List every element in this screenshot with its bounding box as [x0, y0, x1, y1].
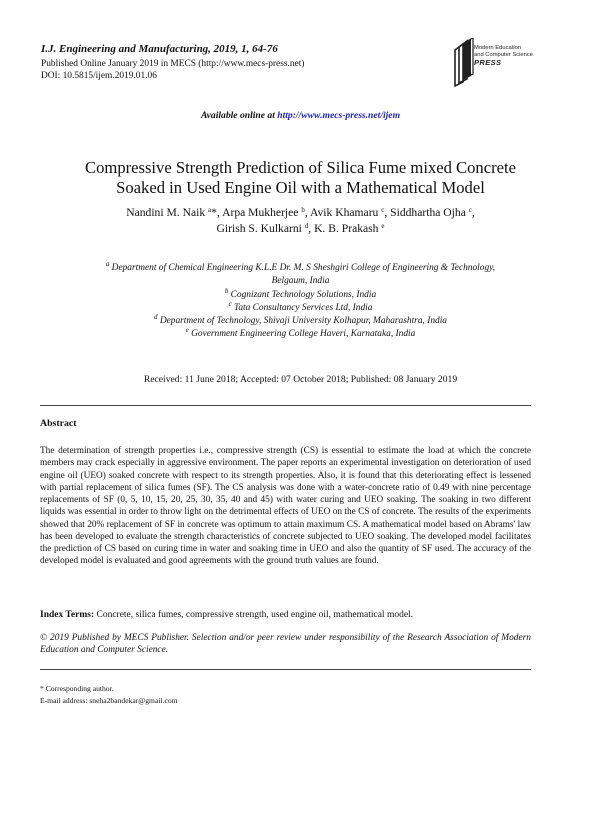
paper-title-line-2: Soaked in Used Engine Oil with a Mathematical Model: [116, 178, 485, 197]
author-sup: c: [468, 206, 472, 214]
published-line: Published Online January 2019 in MECS (http://www.mecs-press.net): [41, 59, 305, 69]
availability-line: [0, 110, 601, 121]
affiliation-text: Tata Consultancy Services Ltd, India: [234, 302, 373, 313]
author-name: Arpa Mukherjee: [222, 206, 299, 219]
doi-line: DOI: 10.5815/ijem.2019.01.06: [41, 71, 157, 81]
affiliation-text: Department of Technology, Shivaji University Kolhapur, Maharashtra, India: [159, 316, 447, 327]
author-separator: ,: [384, 206, 391, 219]
journal-title: I.J. Engineering and Manufacturing, 2019, 1, 64-76: [41, 43, 278, 55]
logo-line-1: Modern Education: [474, 45, 522, 51]
abstract-heading: Abstract: [40, 418, 77, 429]
affiliations: [40, 262, 561, 342]
logo-line-2: and Computer Science: [474, 51, 533, 58]
author-sup: d: [304, 221, 309, 230]
publisher-logo: [452, 36, 560, 92]
journal-url-link[interactable]: http://www.mecs-press.net/ijem: [277, 110, 401, 121]
author-separator: ,: [308, 221, 315, 235]
affiliation-c: [40, 299, 561, 315]
books-icon: [452, 38, 476, 88]
logo-brand: PRESS: [474, 58, 502, 67]
author-sup: e: [381, 221, 385, 230]
divider-bottom: [40, 669, 531, 670]
author-sup: a: [208, 206, 212, 214]
affiliation-sup: e: [185, 326, 189, 335]
affiliation-b: [40, 286, 561, 302]
divider-top: [40, 405, 531, 406]
index-terms: [40, 610, 531, 620]
author-name: Nandini M. Naik: [126, 206, 206, 219]
author-sup: b: [301, 206, 305, 214]
footnote-email: E-mail address: sneha2bandekar@gmail.com: [40, 696, 178, 705]
paper-title: [40, 158, 561, 198]
author-list: [40, 205, 561, 236]
affiliation-sup: d: [154, 313, 158, 322]
affiliation-text: Government Engineering College Haveri, Karnataka, India: [191, 329, 416, 340]
affiliation-sup: a: [105, 260, 110, 268]
author-name: Avik Khamaru: [309, 206, 379, 219]
affiliation-e: [40, 328, 561, 341]
abstract-text: The determination of strength properties i.e., compressive strength (CS) is essential to estimate the load at which the concrete members may crack especially in aggressive environment. The paper reports an experimental investigation on deterioration of used engine oil (UEO) soaked concrete with respect to its strength properties. Also, it is found that this deteriorating effect is lessened with partial replacement of silica fumes (SF). The CS analysis was done with a water-concrete ratio of 0.49 with nine percentage replacements of SF (0, 5, 10, 15, 20, 25, 30, 35, 40 and 45) with water curing and UEO soaking. The soaking in two different liquids was essential in order to throw light on the detrimental effects of UEO on the CS of concrete. The results of the experiments showed that 20% replacement of SF in concrete was optimum to attain maximum CS. A mathematical model based on Abrams' law has been developed to evaluate the strength characteristics of concrete subjected to UEO soaking. The developed model facilitates the prediction of CS based on curing time in water and soaking time in UEO and also the quantity of SF used. The accuracy of the developed model is evaluated and good agreements with the ground truth values are found.: [40, 446, 531, 567]
availability-prefix: Available online at: [200, 110, 278, 121]
affiliation-a: [40, 262, 561, 275]
publication-dates: Received: 11 June 2018; Accepted: 07 October 2018; Published: 08 January 2019: [143, 374, 458, 385]
affiliation-text: Belgaum, India: [271, 276, 330, 287]
author-name: Siddhartha Ojha: [390, 206, 466, 219]
author-sup: c: [381, 206, 385, 214]
author-name: Girish S. Kulkarni: [216, 221, 302, 235]
affiliation-sup: c: [228, 299, 232, 308]
affiliation-text: Department of Chemical Engineering K.L.E Dr. M. S Sheshgiri College of Engineering & Technology,: [111, 263, 496, 273]
affiliation-d: [40, 315, 561, 328]
author-separator: ,: [216, 206, 223, 219]
index-terms-text: Concrete, silica fumes, compressive strength, used engine oil, mathematical model.: [96, 610, 414, 620]
index-terms-label: Index Terms:: [40, 610, 95, 620]
author-separator: ,: [304, 206, 310, 219]
copyright-notice: © 2019 Published by MECS Publisher. Selection and/or peer review under responsibility of the Research Association of Modern Education and Computer Science.: [40, 633, 531, 656]
affiliation-a-cont: [40, 275, 561, 288]
paper-title-line-1: Compressive Strength Prediction of Silica Fume mixed Concrete: [85, 158, 516, 177]
author-name: K. B. Prakash: [314, 221, 379, 235]
author-separator: ,: [471, 206, 475, 219]
affiliation-sup: b: [224, 286, 229, 295]
footnote-corresponding: * Corresponding author.: [40, 684, 114, 693]
author-marker: *: [211, 206, 217, 219]
affiliation-text: Cognizant Technology Solutions, India: [230, 289, 377, 300]
